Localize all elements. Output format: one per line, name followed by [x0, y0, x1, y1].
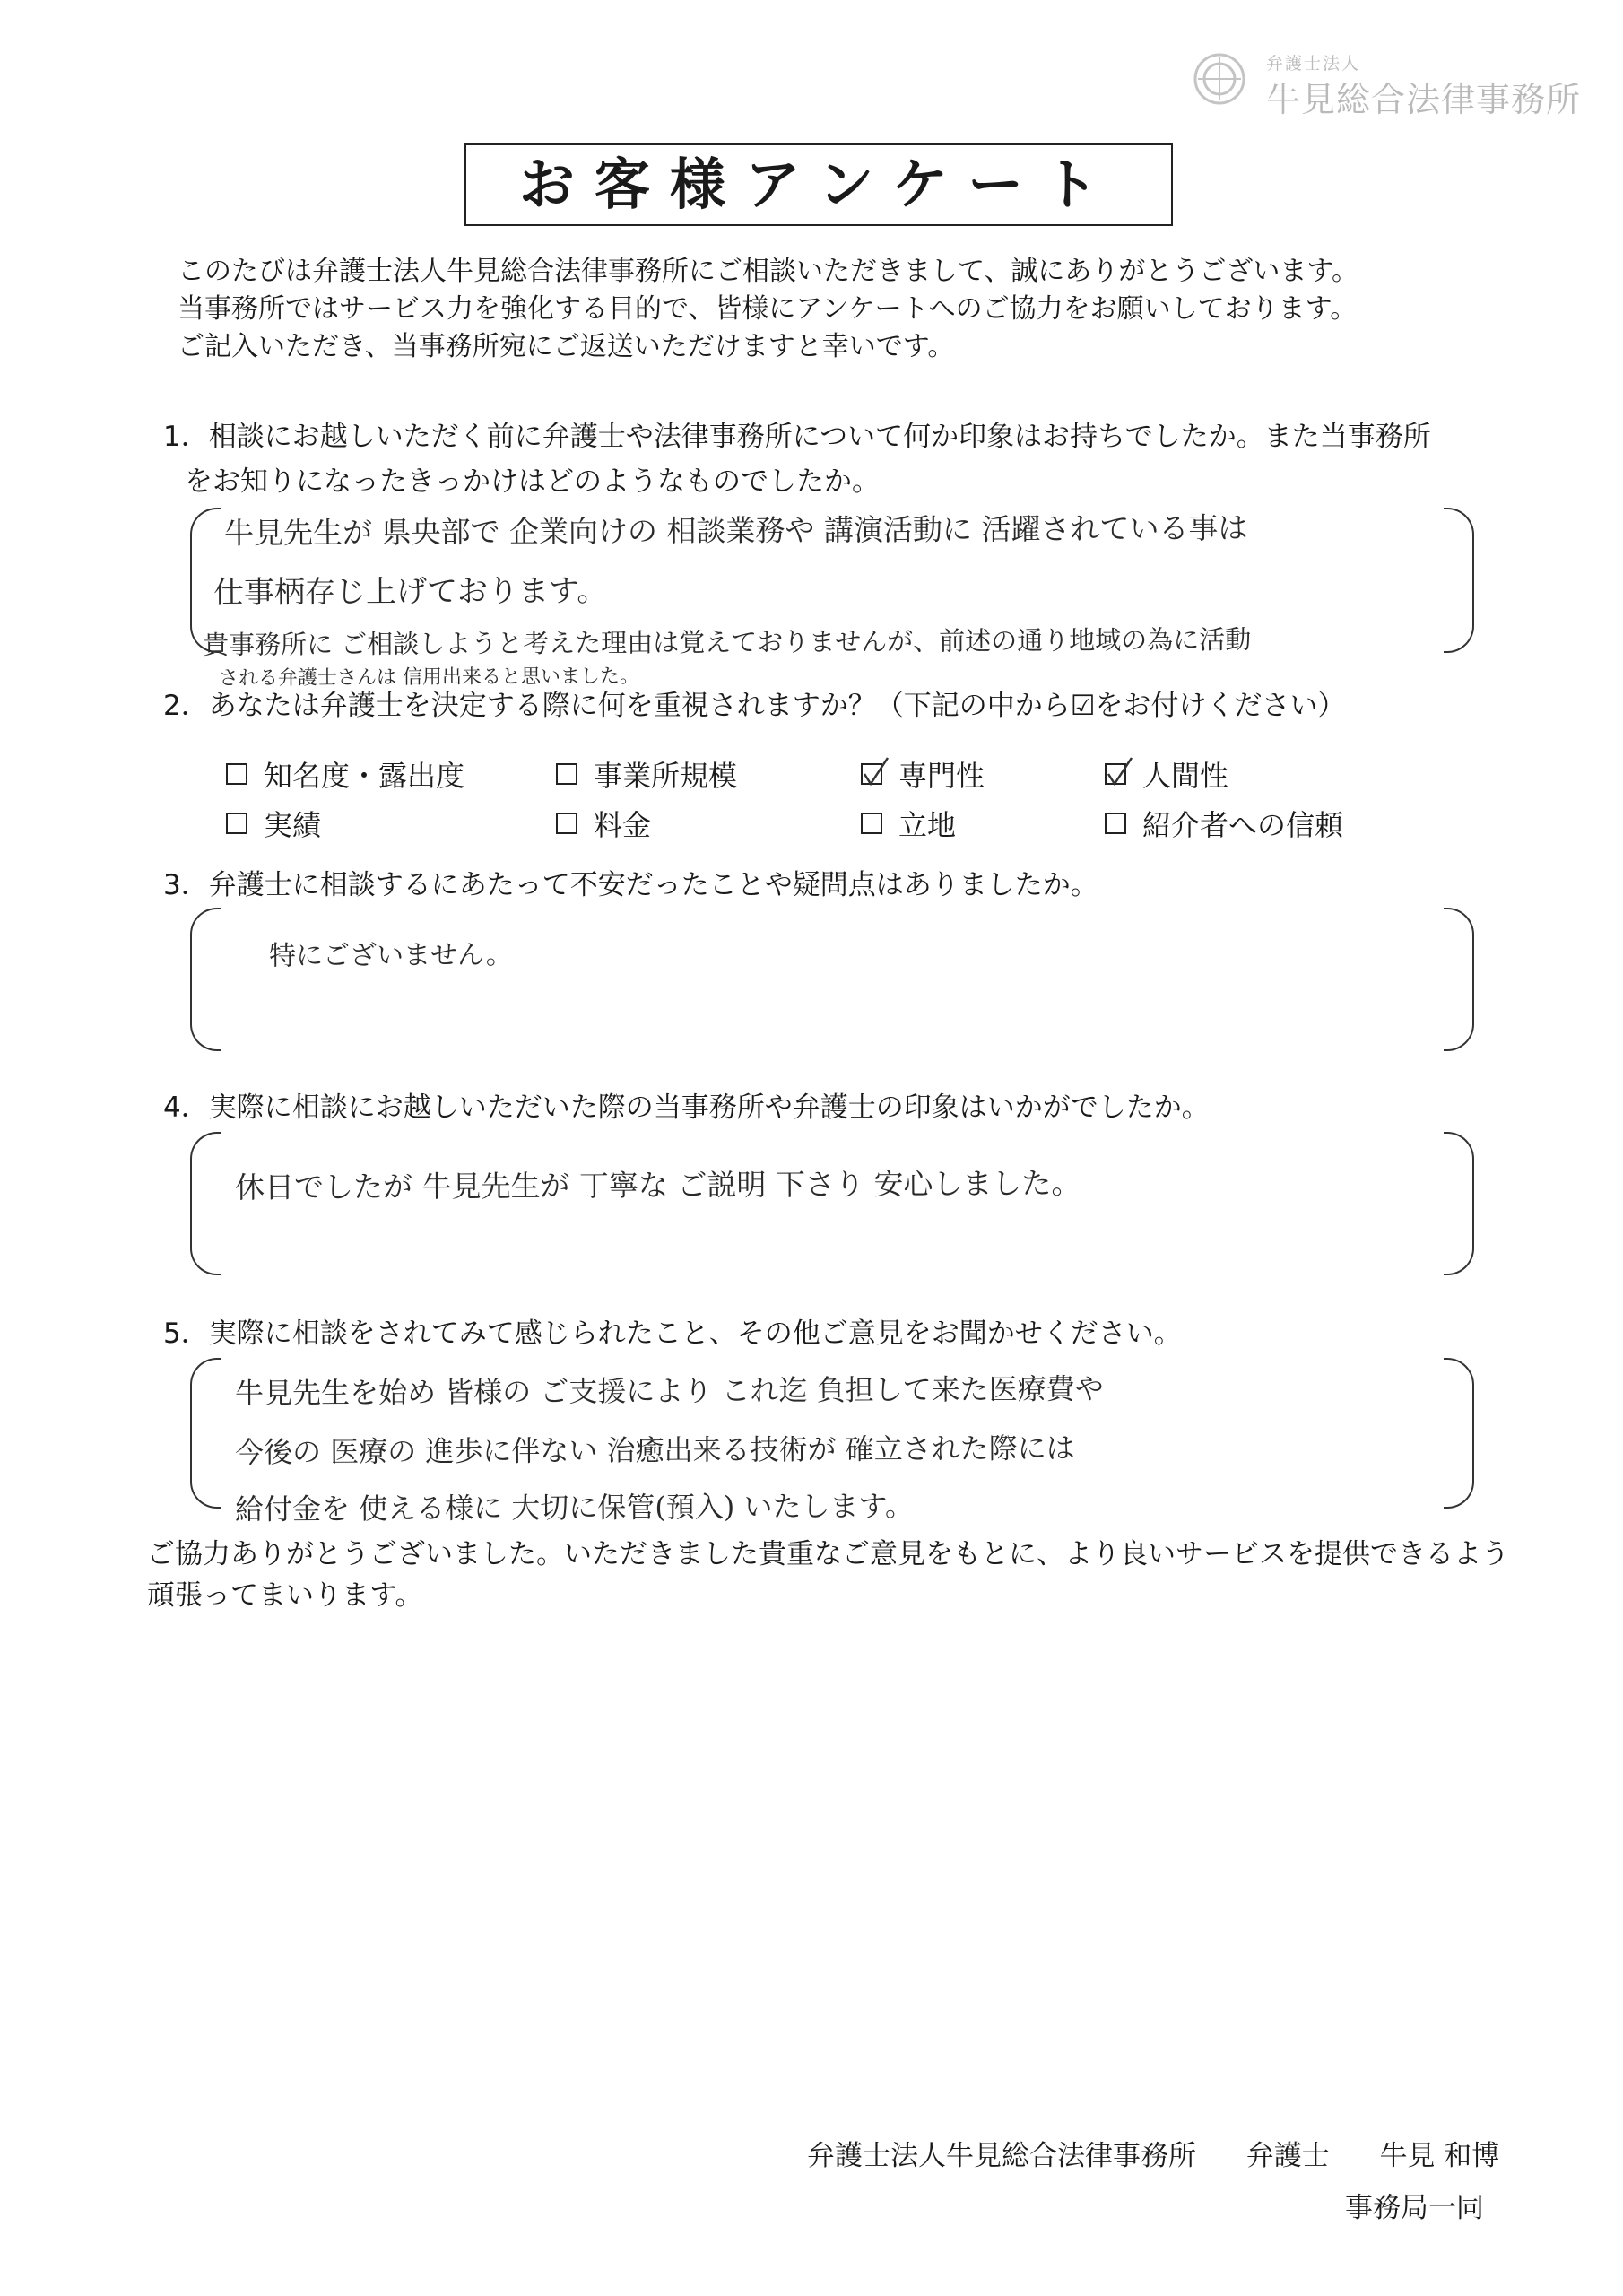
q5-bracket-left — [190, 1358, 221, 1509]
option-label: 立地 — [898, 808, 957, 842]
q5-answer-line: 今後の 医療の 進歩に伴ない 治癒出来る技術が 確立された際には — [234, 1431, 1075, 1470]
q5-line1: 5．実際に相談をされてみて感じられたこと、その他ご意見をお聞かせください。 — [163, 1318, 1182, 1350]
logo-main-text: 牛見総合法律事務所 — [1266, 80, 1582, 119]
q1-answer-line: 牛見先生が 県央部で 企業向けの 相談業務や 講演活動に 活躍されている事は — [223, 510, 1248, 551]
closing-line: 頑張ってまいります。 — [147, 1579, 423, 1612]
checkbox[interactable] — [226, 813, 247, 834]
page-title: お客様アンケート — [518, 152, 1119, 217]
option-location[interactable] — [861, 803, 956, 844]
option-fees[interactable] — [556, 803, 651, 844]
q4-bracket-left — [190, 1132, 221, 1275]
option-label: 専門性 — [898, 759, 985, 793]
option-label: 知名度・露出度 — [264, 759, 465, 793]
seal-emblem-icon — [1193, 52, 1246, 106]
footer-role: 弁護士 — [1245, 2140, 1330, 2172]
intro-line: ご記入いただき、当事務所宛にご返送いただけますと幸いです。 — [178, 331, 955, 362]
option-expertise[interactable] — [861, 753, 985, 795]
option-firm-size[interactable] — [556, 753, 737, 795]
option-label: 料金 — [594, 808, 652, 842]
checkbox[interactable] — [1105, 813, 1126, 834]
q1-answer-line: 仕事柄存じ上げております。 — [213, 572, 608, 612]
option-label: 人間性 — [1142, 759, 1229, 793]
q1-answer-line: される弁護士さんは 信用出来ると思いました。 — [218, 665, 640, 691]
logo-small-text: 弁護士法人 — [1266, 54, 1361, 74]
footer-firm — [807, 2133, 1499, 2173]
q4-bracket-right — [1444, 1132, 1474, 1275]
q5-answer-line: 牛見先生を始め 皆様の ご支援により これ迄 負担して来た医療費や — [234, 1371, 1104, 1411]
checkbox-checked[interactable] — [861, 763, 882, 785]
q1-line1: 1．相談にお越しいただく前に弁護士や法律事務所について何か印象はお持ちでしたか。また当事務所 — [163, 421, 1431, 453]
intro-line: このたびは弁護士法人牛見総合法律事務所にご相談いただきまして、誠にありがとうございます。 — [178, 256, 1358, 287]
check-mark-icon — [1105, 756, 1135, 788]
title-box — [464, 144, 1173, 226]
q1-line2: をお知りになったきっかけはどのようなものでしたか。 — [185, 465, 880, 498]
q1-answer-line: 貴事務所に ご相談しようと考えた理由は覚えておりませんが、前述の通り地域の為に活動 — [202, 623, 1252, 661]
q4-answer: 休日でしたが 牛見先生が 丁寧な ご説明 下さり 安心しました。 — [234, 1165, 1081, 1205]
footer-name: 牛見 和博 — [1379, 2140, 1500, 2172]
option-label: 紹介者への信頼 — [1142, 808, 1344, 842]
checkbox[interactable] — [556, 813, 577, 834]
q3-bracket-left — [190, 908, 221, 1051]
intro-line: 当事務所ではサービス力を強化する目的で、皆様にアンケートへのご協力をお願いしております。 — [178, 293, 1358, 325]
footer-staff: 事務局一同 — [1345, 2192, 1484, 2224]
checkbox[interactable] — [861, 813, 882, 834]
option-character[interactable] — [1105, 753, 1228, 795]
footer-firm-name: 弁護士法人牛見総合法律事務所 — [807, 2140, 1196, 2172]
firm-logo — [1193, 47, 1582, 119]
option-name-recognition[interactable] — [226, 753, 464, 795]
closing-text — [147, 1534, 1509, 1616]
q2-line1: 2．あなたは弁護士を決定する際に何を重視されますか？（下記の中から☑をお付けください） — [163, 690, 1346, 722]
option-label: 実績 — [264, 808, 322, 842]
q3-line1: 3．弁護士に相談するにあたって不安だったことや疑問点はありましたか。 — [163, 869, 1098, 901]
q5-bracket-right — [1444, 1358, 1474, 1509]
checkbox[interactable] — [226, 763, 247, 785]
check-mark-icon — [861, 756, 891, 788]
checkbox[interactable] — [556, 763, 577, 785]
q4-line1: 4．実際に相談にお越しいただいた際の当事務所や弁護士の印象はいかがでしたか。 — [163, 1091, 1210, 1124]
q3-answer: 特にございません。 — [268, 939, 513, 972]
checkbox-checked[interactable] — [1105, 763, 1126, 785]
closing-line: ご協力ありがとうございました。いただきました貴重なご意見をもとに、より良いサービスを提供できるよう — [147, 1538, 1509, 1570]
q1-bracket-right — [1444, 508, 1474, 653]
q3-bracket-right — [1444, 908, 1474, 1051]
option-label: 事業所規模 — [594, 759, 738, 793]
q5-answer-line: 給付金を 使える様に 大切に保管(預入) いたします。 — [234, 1489, 915, 1526]
option-referrer-trust[interactable] — [1105, 803, 1343, 844]
intro-text — [178, 253, 1358, 366]
option-track-record[interactable] — [226, 803, 321, 844]
